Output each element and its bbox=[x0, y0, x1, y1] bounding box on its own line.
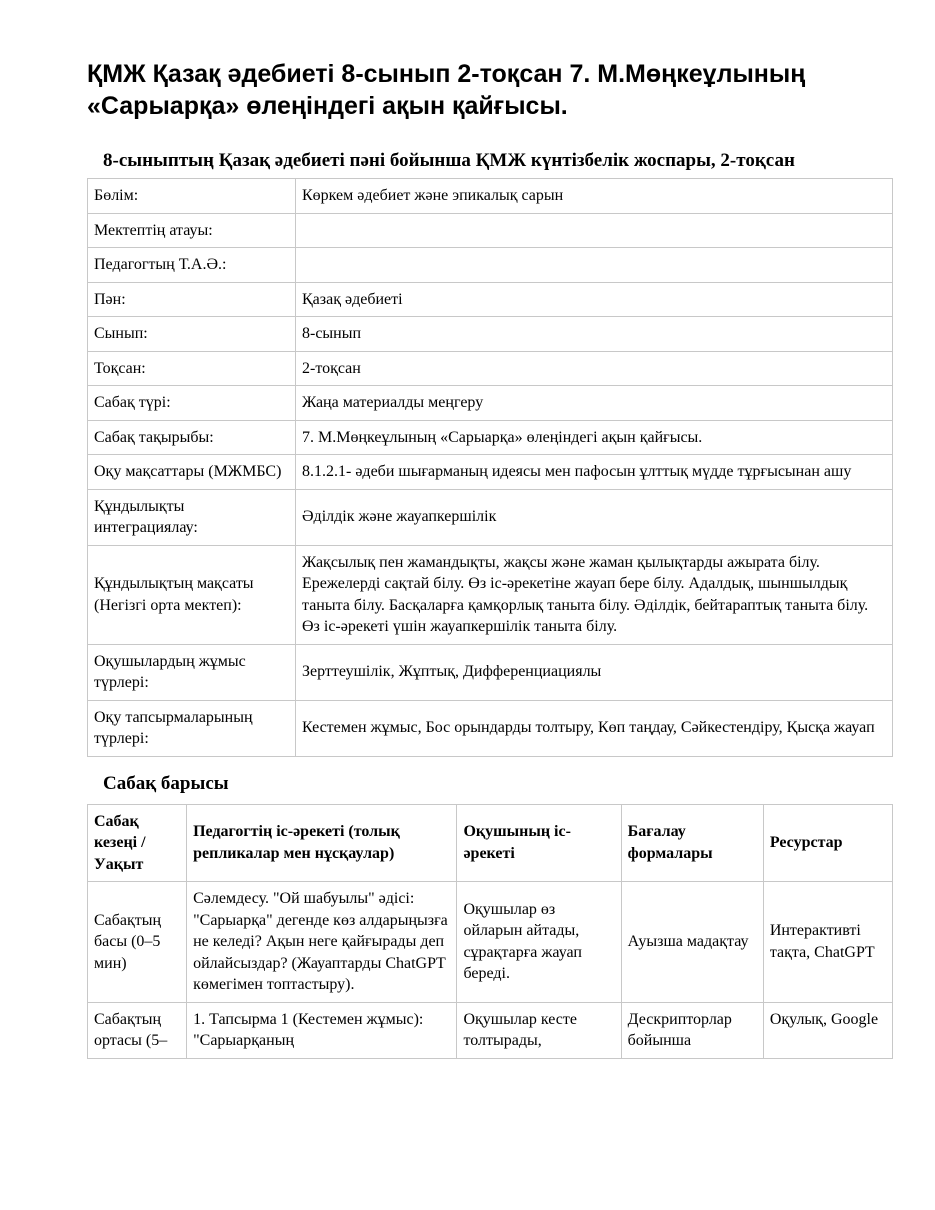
table-row bbox=[88, 386, 893, 421]
header-teacher: Педагогтің іс-әрекеті (толық репликалар мен нұсқаулар) bbox=[187, 804, 457, 882]
row-label: Педагогтың Т.А.Ә.: bbox=[88, 248, 296, 283]
plan-info-table bbox=[87, 178, 893, 757]
table-row bbox=[88, 545, 893, 644]
lesson-section-title: Сабақ барысы bbox=[103, 772, 229, 794]
table-row bbox=[88, 351, 893, 386]
row-value: Зерттеушілік, Жұптық, Дифференциациялы bbox=[296, 644, 893, 700]
row-label: Құндылықты интеграциялау: bbox=[88, 489, 296, 545]
row-label: Пән: bbox=[88, 282, 296, 317]
header-student: Оқушының іс-әрекеті bbox=[457, 804, 621, 882]
cell-student: Оқушылар кесте толтырады, bbox=[457, 1002, 621, 1058]
table-row bbox=[88, 489, 893, 545]
table-row bbox=[88, 179, 893, 214]
cell-resources: Оқулық, Google bbox=[763, 1002, 892, 1058]
cell-teacher: 1. Тапсырма 1 (Кестемен жұмыс): "Сарыарқаның bbox=[187, 1002, 457, 1058]
table-row bbox=[88, 1002, 893, 1058]
cell-teacher: Сәлемдесу. "Ой шабуылы" әдісі: "Сарыарқа" дегенде көз алдарыңызға не келеді? Ақын неге қайғырады деп ойлайсыздар? (Жауаптарды ChatGPT көмегімен топтастыру). bbox=[187, 882, 457, 1003]
cell-student: Оқушылар өз ойларын айтады, сұрақтарға жауап береді. bbox=[457, 882, 621, 1003]
row-value: 7. М.Мөңкеұлының «Сарыарқа» өлеңіндегі ақын қайғысы. bbox=[296, 420, 893, 455]
row-value: 8-сынып bbox=[296, 317, 893, 352]
row-label: Бөлім: bbox=[88, 179, 296, 214]
header-assessment: Бағалау формалары bbox=[621, 804, 763, 882]
table-row bbox=[88, 420, 893, 455]
table-row bbox=[88, 248, 893, 283]
table-row bbox=[88, 882, 893, 1003]
cell-resources: Интерактивті тақта, ChatGPT bbox=[763, 882, 892, 1003]
row-value bbox=[296, 248, 893, 283]
cell-assessment: Ауызша мадақтау bbox=[621, 882, 763, 1003]
cell-stage: Сабақтың ортасы (5– bbox=[88, 1002, 187, 1058]
row-label: Сабақ түрі: bbox=[88, 386, 296, 421]
header-resources: Ресурстар bbox=[763, 804, 892, 882]
row-value: 2-тоқсан bbox=[296, 351, 893, 386]
table-row bbox=[88, 317, 893, 352]
document-title: ҚМЖ Қазақ әдебиеті 8-сынып 2-тоқсан 7. М.Мөңкеұлының «Сарыарқа» өлеңіндегі ақын қайғысы. bbox=[87, 60, 806, 120]
row-label: Оқу мақсаттары (МЖМБС) bbox=[88, 455, 296, 490]
row-label: Сынып: bbox=[88, 317, 296, 352]
row-label: Құндылықтың мақсаты (Негізгі орта мектеп): bbox=[88, 545, 296, 644]
table-row bbox=[88, 455, 893, 490]
header-stage: Сабақ кезеңі / Уақыт bbox=[88, 804, 187, 882]
row-label: Мектептің атауы: bbox=[88, 213, 296, 248]
table-row bbox=[88, 644, 893, 700]
table-row bbox=[88, 213, 893, 248]
table-row bbox=[88, 700, 893, 756]
row-label: Тоқсан: bbox=[88, 351, 296, 386]
row-label: Сабақ тақырыбы: bbox=[88, 420, 296, 455]
row-value: Кестемен жұмыс, Бос орындарды толтыру, Көп таңдау, Сәйкестендіру, Қысқа жауап bbox=[296, 700, 893, 756]
document-page bbox=[87, 58, 893, 1059]
row-value: Жаңа материалды меңгеру bbox=[296, 386, 893, 421]
table-header-row bbox=[88, 804, 893, 882]
cell-assessment: Дескрипторлар бойынша bbox=[621, 1002, 763, 1058]
lesson-flow-table bbox=[87, 804, 893, 1059]
row-label: Оқу тапсырмаларының түрлері: bbox=[88, 700, 296, 756]
cell-stage: Сабақтың басы (0–5 мин) bbox=[88, 882, 187, 1003]
row-value: 8.1.2.1- әдеби шығарманың идеясы мен пафосын ұлттық мүдде тұрғысынан ашу bbox=[296, 455, 893, 490]
row-label: Оқушылардың жұмыс түрлері: bbox=[88, 644, 296, 700]
row-value: Әділдік және жауапкершілік bbox=[296, 489, 893, 545]
row-value bbox=[296, 213, 893, 248]
table-row bbox=[88, 282, 893, 317]
row-value: Көркем әдебиет және эпикалық сарын bbox=[296, 179, 893, 214]
row-value: Жақсылық пен жамандықты, жақсы және жаман қылықтарды ажырата білу. Ережелерді сақтай білу. Өз іс-әрекетіне жауап бере білу. Адалдық, шыншылдық таныта білу. Басқаларға қамқорлық таныта білу. Әділдік, бейтараптық таныта білу. Өз іс-әрекеті үшін жауапкершілік таныта білу. bbox=[296, 545, 893, 644]
row-value: Қазақ әдебиеті bbox=[296, 282, 893, 317]
plan-section-title: 8-сыныптың Қазақ әдебиеті пәні бойынша ҚМЖ күнтізбелік жоспары, 2-тоқсан bbox=[103, 150, 795, 171]
